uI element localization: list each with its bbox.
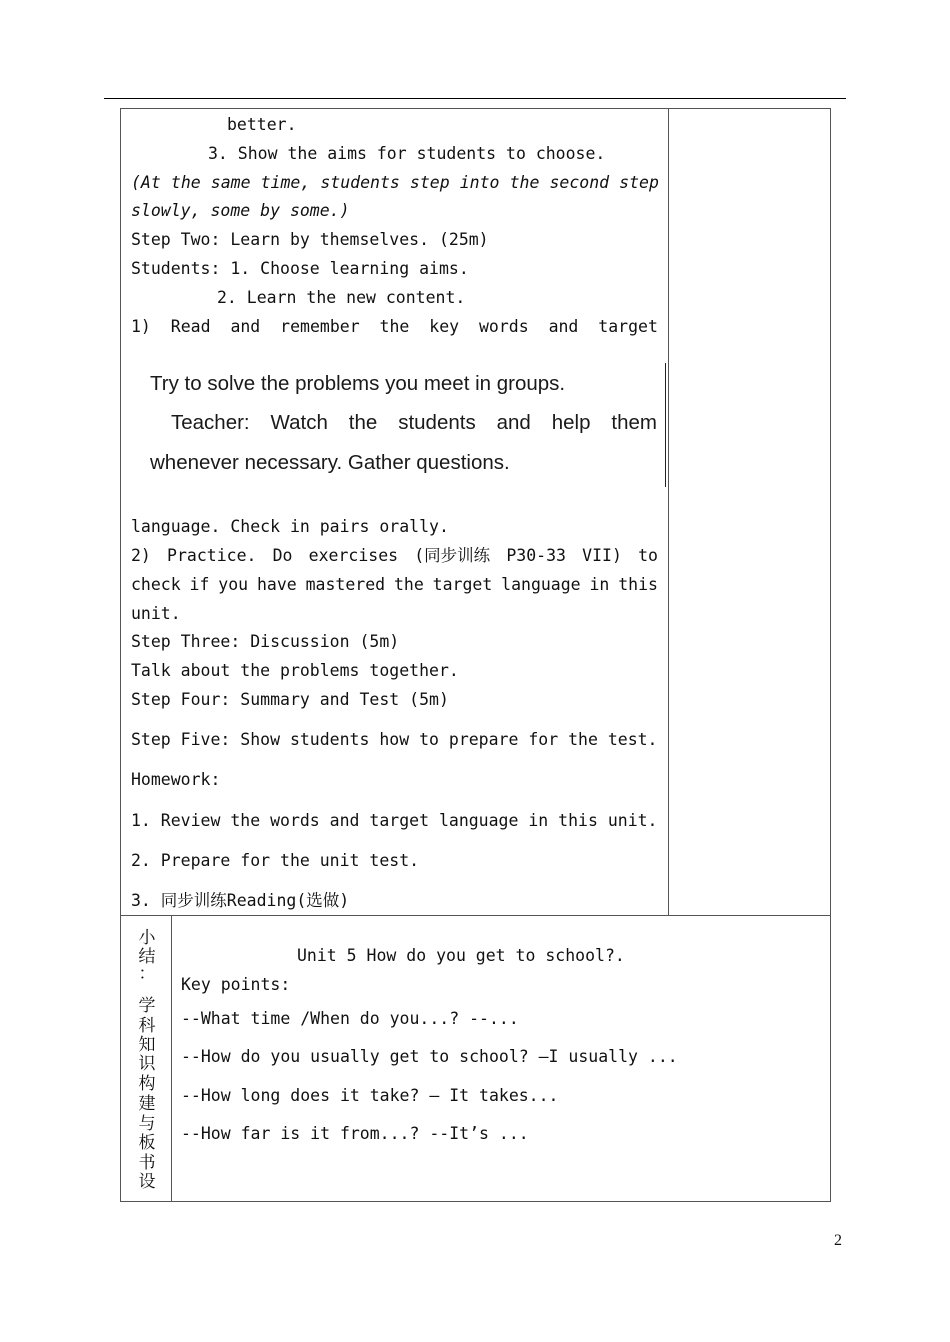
lesson-line: language. Check in pairs orally.: [131, 517, 449, 536]
key-point: --What time /When do you...? --...: [181, 1009, 519, 1028]
summary-label-char: ：: [138, 964, 156, 984]
notes-cell: [668, 108, 831, 916]
summary-label-char: 小: [138, 928, 156, 948]
lesson-line: check if you have mastered the target language in this: [131, 575, 658, 594]
lesson-line: unit.: [131, 604, 181, 623]
summary-label-char: 学: [138, 996, 156, 1016]
lesson-line: 3. Show the aims for students to choose.: [208, 144, 606, 163]
lesson-line: 1) Read and remember the key words and target: [131, 317, 658, 336]
key-point: --How long does it take? – It takes...: [181, 1086, 559, 1105]
summary-label-char: 与: [138, 1114, 156, 1134]
key-point: --How do you usually get to school? –I usually ...: [181, 1047, 678, 1066]
image-text: whenever necessary. Gather questions.: [150, 451, 510, 474]
lesson-line: 3. 同步训练Reading(选做): [131, 891, 350, 910]
header-rule: [104, 98, 846, 99]
summary-label-char: 识: [138, 1054, 156, 1074]
summary-label-char: 设: [138, 1172, 156, 1192]
summary-label-char: 建: [138, 1094, 156, 1114]
lesson-line-italic: (At the same time, students step into the second step: [131, 173, 659, 192]
lesson-line: Step Two: Learn by themselves. (25m): [131, 230, 489, 249]
lesson-line: better.: [227, 115, 297, 134]
image-text: Teacher: Watch the students and help them: [171, 411, 657, 434]
summary-title: Unit 5 How do you get to school?.: [297, 946, 625, 965]
summary-label-char: 板: [138, 1133, 156, 1153]
key-points-label: Key points:: [181, 975, 291, 994]
lesson-line: Students: 1. Choose learning aims.: [131, 259, 469, 278]
lesson-line: Step Five: Show students how to prepare for the test.: [131, 730, 658, 749]
lesson-line: 2. Learn the new content.: [217, 288, 466, 307]
summary-label-char: 知: [138, 1035, 156, 1055]
lesson-line-italic: slowly, some by some.): [131, 201, 350, 220]
summary-label-char: 书: [138, 1153, 156, 1173]
key-point: --How far is it from...? --It’s ...: [181, 1124, 529, 1143]
summary-label-char: 构: [138, 1074, 156, 1094]
summary-label-char: 结: [138, 947, 156, 967]
lesson-line: Talk about the problems together.: [131, 661, 459, 680]
lesson-line: 2. Prepare for the unit test.: [131, 851, 420, 870]
image-edge: [665, 363, 666, 487]
lesson-line: 2) Practice. Do exercises (同步训练 P30-33 VII) to: [131, 546, 658, 565]
image-text: Try to solve the problems you meet in groups.: [150, 372, 566, 395]
summary-label-char: 科: [138, 1016, 156, 1036]
lesson-line: Step Four: Summary and Test (5m): [131, 690, 449, 709]
lesson-line: 1. Review the words and target language in this unit.: [131, 811, 658, 830]
lesson-line: Step Three: Discussion (5m): [131, 632, 400, 651]
lesson-line: Homework:: [131, 770, 221, 789]
page-number: 2: [834, 1232, 842, 1249]
